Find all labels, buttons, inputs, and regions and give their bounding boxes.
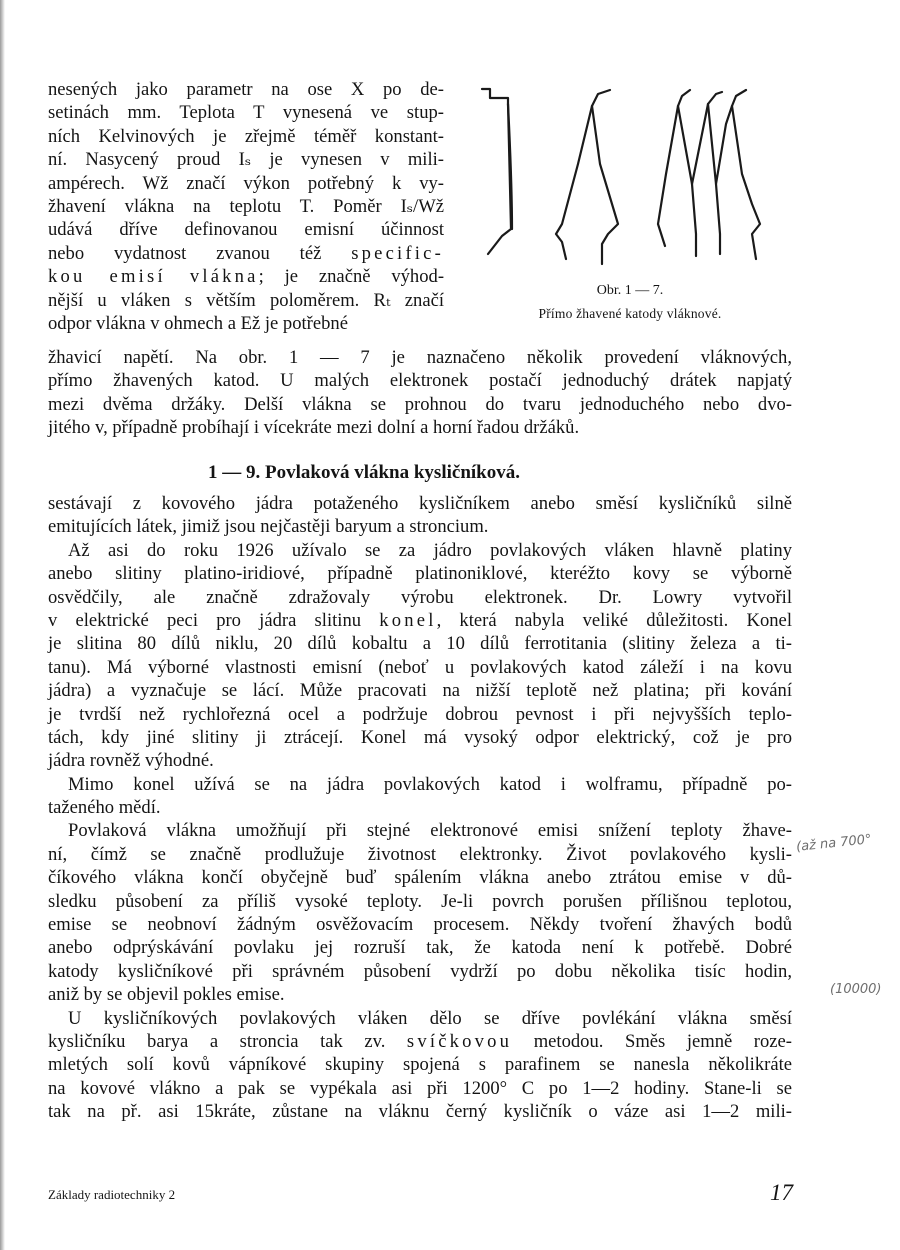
text-line: jádra) a vyznačuje se lácí. Může pracovati na nižší teplotě než platina; při kování bbox=[48, 680, 792, 702]
text-line: osvědčily, ale značně zdražovaly výrobu elektronek. Dr. Lowry vytvořil bbox=[48, 586, 792, 608]
text-line: číkového vlákna končí obyčejně buď spálením vlákna anebo ztrátou emise v dů- bbox=[48, 867, 792, 889]
section-title: 1 — 9. Povlaková vlákna kysličníková. bbox=[208, 462, 520, 483]
text-line: taženého mědí. bbox=[48, 797, 161, 819]
text-line: sledku působení za příliš vysoké teploty. Je-li povrch porušen přílišnou teplotou, bbox=[48, 890, 792, 912]
text-line: je slitina 80 dílů niklu, 20 dílů kobaltu a 10 dílů ferrotitania (slitiny železa a ti- bbox=[48, 633, 792, 655]
text-fragment: ; je značně výhod- bbox=[258, 266, 445, 288]
text-line: udává dříve definovanou emisní účinnost bbox=[48, 219, 444, 241]
text-line: je tvrdší než rychlořezná ocel a podržuje dobrou pevnost i při nejvyšších teplo- bbox=[48, 703, 792, 725]
margin-note: (až na 700° bbox=[795, 832, 873, 855]
text-line: žhavicí napětí. Na obr. 1 — 7 je naznačeno několik provedení vláknových, bbox=[48, 347, 792, 368]
text-line: jádra rovněž výhodné. bbox=[48, 750, 214, 772]
text-line: na kovové vlákno a pak se vypékala asi při 1200° C po 1—2 hodiny. Stane-li se bbox=[48, 1077, 792, 1099]
text-line: odpor vlákna v ohmech a Ež je potřebné bbox=[48, 312, 348, 334]
text-line: tak na př. asi 15kráte, zůstane na vláknu černý kysličník o váze asi 1—2 mili- bbox=[48, 1101, 792, 1123]
text-line: ampérech. Wž značí výkon potřebný k vy- bbox=[48, 172, 444, 194]
text-line: emitujících látek, jimiž jsou nejčastěji baryum a stroncium. bbox=[48, 516, 489, 538]
filament-w bbox=[658, 90, 690, 246]
text-line: aniž by se objevil pokles emise. bbox=[48, 984, 285, 1006]
figure-label: Obr. 1 — 7. bbox=[596, 283, 664, 298]
text-line: sestávají z kovového jádra potaženého kysličníkem anebo směsí kysličníků silně bbox=[48, 493, 792, 514]
figure-filaments bbox=[470, 84, 790, 334]
text-line: žhavení vlákna na teplotu T. Poměr Iₛ/Wž bbox=[48, 195, 444, 217]
spaced-term: specific- bbox=[351, 242, 444, 264]
text-line: ních Kelvinových je zřejmě téměř konstant- bbox=[48, 125, 444, 147]
text-fragment: metodou. Směs jemně roze- bbox=[512, 1030, 792, 1052]
text-line: Povlaková vlákna umožňují při stejné elektronové emisi snížení teploty žhave- bbox=[68, 820, 792, 842]
filament-straight bbox=[482, 89, 508, 104]
text-line: nesených jako parametr na ose X po de- bbox=[48, 79, 444, 100]
text-line: setinách mm. Teplota T vynesená ve stup- bbox=[48, 102, 444, 124]
text-line bbox=[48, 1030, 792, 1053]
figure-caption: Přímo žhavené katody vláknové. bbox=[538, 306, 722, 321]
text-line: Mimo konel užívá se na jádra povlakových katod i wolframu, případně po- bbox=[68, 773, 792, 795]
text-line: ní. Nasycený proud Iₛ je vynesen v mili- bbox=[48, 149, 444, 171]
top-paragraph bbox=[48, 78, 444, 335]
text-line: anebo odprýskávání povlaku jej rozruší tak, že katoda není k potřebě. Dobré bbox=[48, 937, 792, 959]
text-fragment: nebo vydatnost zvanou též bbox=[48, 242, 322, 264]
text-fragment: , která nabyla veliké důležitosti. Konel bbox=[436, 609, 792, 631]
spaced-term: kou emisí vlákna bbox=[48, 266, 259, 288]
text-line: emise se neobnoví žádným osvěžovacím procesem. Někdy tvoření žhavých bodů bbox=[48, 914, 792, 936]
section-body bbox=[48, 492, 792, 1124]
page-edge-shadow bbox=[0, 0, 5, 1250]
margin-note: (10000) bbox=[830, 982, 882, 997]
text-line: tách, kdy jiné slitiny ji ztrácejí. Konel má vysoký odpor elektrický, což je pro bbox=[48, 726, 792, 748]
text-line: nější u vláken s větším poloměrem. Rₜ značí bbox=[48, 289, 444, 311]
text-line: U kysličníkových povlakových vláken dělo se dříve povlékání vlákna směsí bbox=[68, 1007, 792, 1029]
text-line: přímo žhavených katod. U malých elektronek postačí jednoduchý drátek napjatý bbox=[48, 370, 792, 392]
filament-drawing bbox=[470, 84, 790, 279]
text-fragment: v elektrické peci pro jádra slitinu bbox=[48, 609, 362, 631]
text-line bbox=[48, 265, 444, 288]
filament-v bbox=[592, 90, 610, 106]
spaced-term: svíčkovou bbox=[406, 1030, 513, 1052]
text-fragment: kysličníku barya a stroncia tak zv. bbox=[48, 1030, 386, 1052]
text-line: tanu). Má výborné vlastnosti emisní (neboť u povlakových katod záleží i na kovu bbox=[48, 656, 792, 678]
text-line: katody kysličníkové při správném působení vydrží po dobu několika tisíc hodin, bbox=[48, 960, 792, 982]
text-line bbox=[48, 609, 792, 632]
text-line: mezi dvěma držáky. Delší vlákna se prohnou do tvaru jednoduchého nebo dvo- bbox=[48, 393, 792, 415]
text-line: Až asi do roku 1926 užívalo se za jádro povlakových vláken hlavně platiny bbox=[68, 539, 792, 561]
text-line: ní, čímž se značně prodlužuje životnost elektronky. Život povlakového kysli- bbox=[48, 843, 792, 865]
full-width-paragraph bbox=[48, 346, 792, 440]
footer-book-title: Základy radiotechniky 2 bbox=[48, 1187, 176, 1202]
spaced-term: konel bbox=[379, 609, 437, 631]
text-line: jitého v, případně probíhají i vícekráte mezi dolní a horní řadou držáků. bbox=[48, 417, 580, 439]
page-number: 17 bbox=[770, 1180, 793, 1205]
text-line: anebo slitiny platino-iridiové, případně platinoniklové, kteréžto kovy se výborně bbox=[48, 563, 792, 585]
text-line: mletých solí kovů vápníkové skupiny spojená s parafinem se nanesla několikráte bbox=[48, 1054, 792, 1076]
text-line bbox=[48, 242, 444, 265]
